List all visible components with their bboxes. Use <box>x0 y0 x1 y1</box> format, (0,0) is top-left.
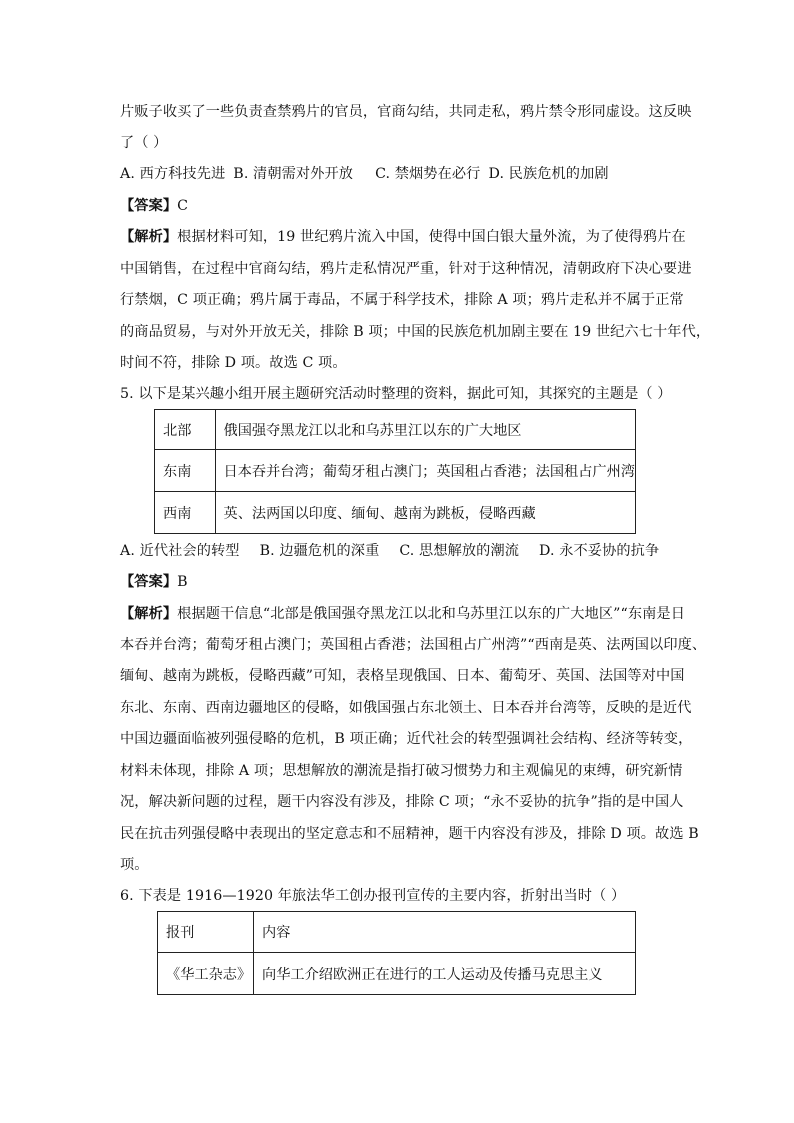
q5-analysis-line-7: 况，解决新问题的过程，题干内容没有涉及，排除 C 项；“永不妥协的抗争”指的是中国人 <box>120 794 684 810</box>
option-b: B. 边疆危机的深重 <box>259 543 380 559</box>
prev-question-options <box>120 164 609 184</box>
table-cell-region: 东南 <box>155 450 216 492</box>
option-c: C. 禁烟势在必行 <box>375 166 481 182</box>
table-row <box>155 492 636 534</box>
table-header-cell: 报刊 <box>158 912 254 953</box>
prev-question-answer <box>120 196 188 216</box>
answer-tag: 【答案】 <box>120 574 178 590</box>
q5-analysis-line-2: 本吞并台湾；葡萄牙租占澳门；英国租占香港；法国租占广州湾”“西南是英、法两国以印度、 <box>120 637 707 653</box>
table-header-row <box>158 912 636 953</box>
q6-stem: 6. 下表是 1916—1920 年旅法华工创办报刊宣传的主要内容，折射出当时（ ） <box>120 888 626 904</box>
table-row <box>158 953 636 995</box>
table-row <box>155 410 636 450</box>
table-cell-region: 西南 <box>155 492 216 534</box>
prev-question-stem-line-1: 片贩子收买了一些负责查禁鸦片的官员，官商勾结，共同走私，鸦片禁令形同虚设。这反映 <box>120 104 692 120</box>
option-d: D. 民族危机的加剧 <box>488 166 609 182</box>
q5-options <box>120 541 659 561</box>
table-cell-region: 北部 <box>155 410 216 450</box>
q5-table <box>154 409 636 534</box>
prev-question-stem-line-2: 了（ ） <box>120 135 168 151</box>
q5-analysis-line-5: 中国边疆面临被列强侵略的危机，B 项正确；近代社会的转型强调社会结构、经济等转变， <box>120 731 693 747</box>
option-b: B. 清朝需对外开放 <box>233 166 354 182</box>
prev-analysis-line-2: 中国销售，在过程中官商勾结，鸦片走私情况严重，针对于这种情况，清朝政府下决心要进 <box>120 261 692 277</box>
analysis-tag: 【解析】 <box>120 606 178 622</box>
option-a: A. 近代社会的转型 <box>120 543 240 559</box>
option-d: D. 永不妥协的抗争 <box>539 543 660 559</box>
q5-analysis-line-1 <box>120 604 685 624</box>
table-cell-content: 向华工介绍欧洲正在进行的工人运动及传播马克思主义 <box>254 953 636 995</box>
prev-analysis-line-4: 的商品贸易，与对外开放无关，排除 B 项；中国的民族危机加剧主要在 19 世纪六七十年代， <box>120 324 711 340</box>
analysis-text: 根据题干信息“北部是俄国强夺黑龙江以北和乌苏里江以东的广大地区”“东南是日 <box>177 606 685 622</box>
answer-tag: 【答案】 <box>120 198 178 214</box>
analysis-text: 根据材料可知，19 世纪鸦片流入中国，使得中国白银大量外流，为了使得鸦片在 <box>177 229 686 245</box>
prev-analysis-line-3: 行禁烟，C 项正确；鸦片属于毒品，不属于科学技术，排除 A 项；鸦片走私并不属于正常 <box>120 292 684 308</box>
table-header-cell: 内容 <box>254 912 636 953</box>
answer-value: B <box>177 574 188 590</box>
analysis-tag: 【解析】 <box>120 229 178 245</box>
table-cell-content: 俄国强夺黑龙江以北和乌苏里江以东的广大地区 <box>215 410 635 450</box>
answer-value: C <box>177 198 189 214</box>
q5-answer <box>120 572 188 592</box>
table-cell-content: 日本吞并台湾；葡萄牙租占澳门；英国租占香港；法国租占广州湾 <box>215 450 635 492</box>
q5-analysis-line-4: 东北、东南、西南边疆地区的侵略，如俄国强占东北领土、日本吞并台湾等，反映的是近代 <box>120 700 692 716</box>
q6-table <box>157 911 636 995</box>
q5-analysis-line-6: 材料未体现，排除 A 项；思想解放的潮流是指打破习惯势力和主观偏见的束缚，研究新情 <box>120 763 683 779</box>
prev-analysis-line-5: 时间不符，排除 D 项。故选 C 项。 <box>120 355 347 371</box>
q5-analysis-line-3: 缅甸、越南为跳板，侵略西藏”可知，表格呈现俄国、日本、葡萄牙、英国、法国等对中国 <box>120 668 685 684</box>
option-a: A. 西方科技先进 <box>120 166 226 182</box>
option-c: C. 思想解放的潮流 <box>399 543 520 559</box>
table-cell-content: 英、法两国以印度、缅甸、越南为跳板，侵略西藏 <box>215 492 635 534</box>
q5-analysis-line-9: 项。 <box>120 857 149 873</box>
table-row <box>155 450 636 492</box>
q5-analysis-line-8: 民在抗击列强侵略中表现出的坚定意志和不屈精神，题干内容没有涉及，排除 D 项。故选 B <box>120 826 699 842</box>
prev-analysis-line-1 <box>120 227 686 247</box>
q5-stem: 5. 以下是某兴趣小组开展主题研究活动时整理的资料，据此可知，其探究的主题是（ ） <box>120 386 672 402</box>
table-cell-publication: 《华工杂志》 <box>158 953 254 995</box>
